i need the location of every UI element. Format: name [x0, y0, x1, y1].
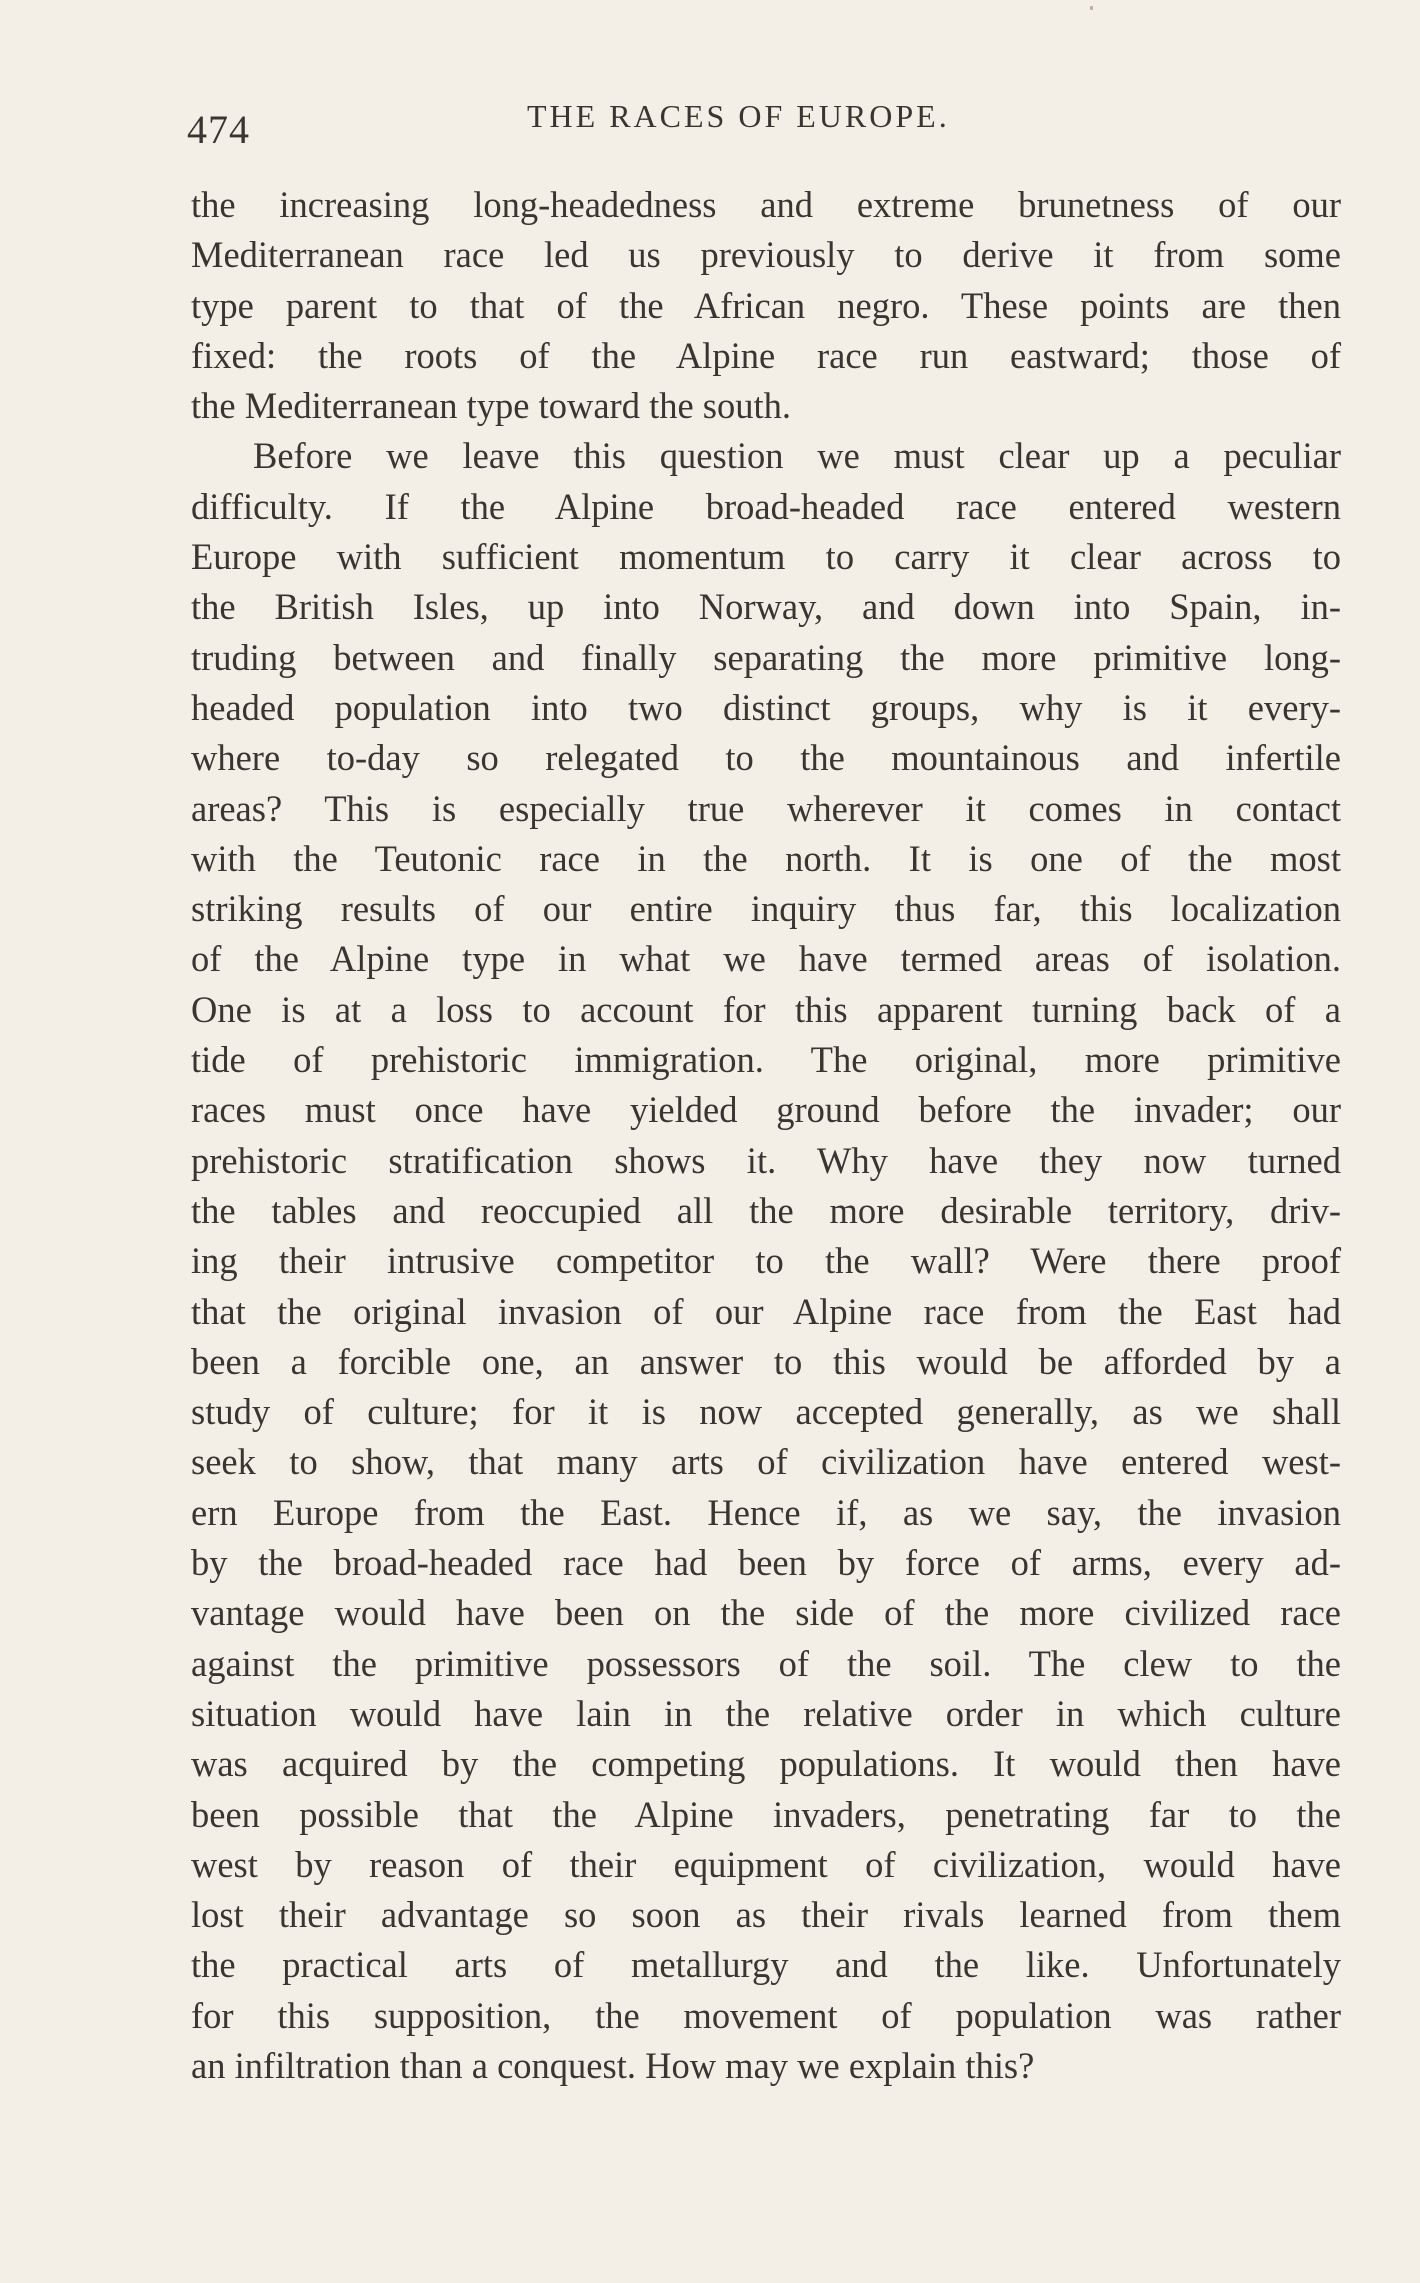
- text-line: that the original invasion of our Alpine race from the East had: [191, 1290, 1341, 1332]
- text-line: fixed: the roots of the Alpine race run eastward; those of: [191, 334, 1341, 376]
- text-line: vantage would have been on the side of the more civilized race: [191, 1592, 1341, 1634]
- text-line: against the primitive possessors of the soil. The clew to the: [191, 1642, 1341, 1684]
- text-line: been a forcible one, an answer to this would be afforded by a: [191, 1340, 1341, 1382]
- text-line: was acquired by the competing populations. It would then have: [191, 1743, 1341, 1785]
- text-line: tide of prehistoric immigration. The original, more primitive: [191, 1039, 1341, 1081]
- text-line: west by reason of their equipment of civilization, would have: [191, 1843, 1341, 1885]
- paper-speck: [1090, 6, 1093, 10]
- running-title: THE RACES OF EUROPE.: [527, 98, 950, 134]
- text-line: headed population into two distinct groups, why is it every-: [191, 686, 1341, 728]
- text-line: of the Alpine type in what we have termed areas of isolation.: [191, 938, 1341, 980]
- text-line: Mediterranean race led us previously to derive it from some: [191, 234, 1341, 276]
- paragraph: [191, 180, 1341, 431]
- text-line: ing their intrusive competitor to the wall? Were there proof: [191, 1240, 1341, 1282]
- text-line: ern Europe from the East. Hence if, as we say, the invasion: [191, 1491, 1341, 1533]
- text-line: with the Teutonic race in the north. It is one of the most: [191, 837, 1341, 879]
- text-line: the increasing long-headedness and extreme brunetness of our: [191, 184, 1341, 225]
- text-line: type parent to that of the African negro. These points are then: [191, 284, 1341, 326]
- text-line: One is at a loss to account for this apparent turning back of a: [191, 988, 1341, 1030]
- text-line: seek to show, that many arts of civilization have entered west-: [191, 1441, 1341, 1483]
- page-number: 474: [187, 107, 250, 152]
- text-line: the tables and reoccupied all the more desirable territory, driv-: [191, 1189, 1341, 1231]
- text-line: study of culture; for it is now accepted generally, as we shall: [191, 1391, 1341, 1433]
- text-line: Europe with sufficient momentum to carry it clear across to: [191, 536, 1341, 578]
- text-line: by the broad-headed race had been by force of arms, every ad-: [191, 1542, 1341, 1584]
- text-line: been possible that the Alpine invaders, penetrating far to the: [191, 1793, 1341, 1835]
- text-line: where to-day so relegated to the mountainous and infertile: [191, 737, 1341, 779]
- text-line: situation would have lain in the relative order in which culture: [191, 1692, 1341, 1734]
- text-line: areas? This is especially true wherever it comes in contact: [191, 787, 1341, 829]
- text-line: the Mediterranean type toward the south.: [191, 385, 792, 427]
- text-line: striking results of our entire inquiry thus far, this localization: [191, 888, 1341, 930]
- text-line: races must once have yielded ground before the invader; our: [191, 1089, 1341, 1131]
- paragraph: [191, 431, 1341, 2091]
- body-text: [191, 180, 1341, 2091]
- text-line: the practical arts of metallurgy and the like. Unfortunately: [191, 1944, 1341, 1986]
- text-line: prehistoric stratification shows it. Why have they now turned: [191, 1139, 1341, 1181]
- text-line: difficulty. If the Alpine broad-headed race entered western: [191, 485, 1341, 527]
- text-line: for this supposition, the movement of population was rather: [191, 1994, 1341, 2036]
- text-line: lost their advantage so soon as their rivals learned from them: [191, 1894, 1341, 1936]
- text-line: truding between and finally separating the more primitive long-: [191, 636, 1341, 678]
- text-line: an infiltration than a conquest. How may we explain this?: [191, 2044, 1035, 2086]
- text-line: Before we leave this question we must clear up a peculiar: [253, 435, 1341, 477]
- text-line: the British Isles, up into Norway, and down into Spain, in-: [191, 586, 1341, 628]
